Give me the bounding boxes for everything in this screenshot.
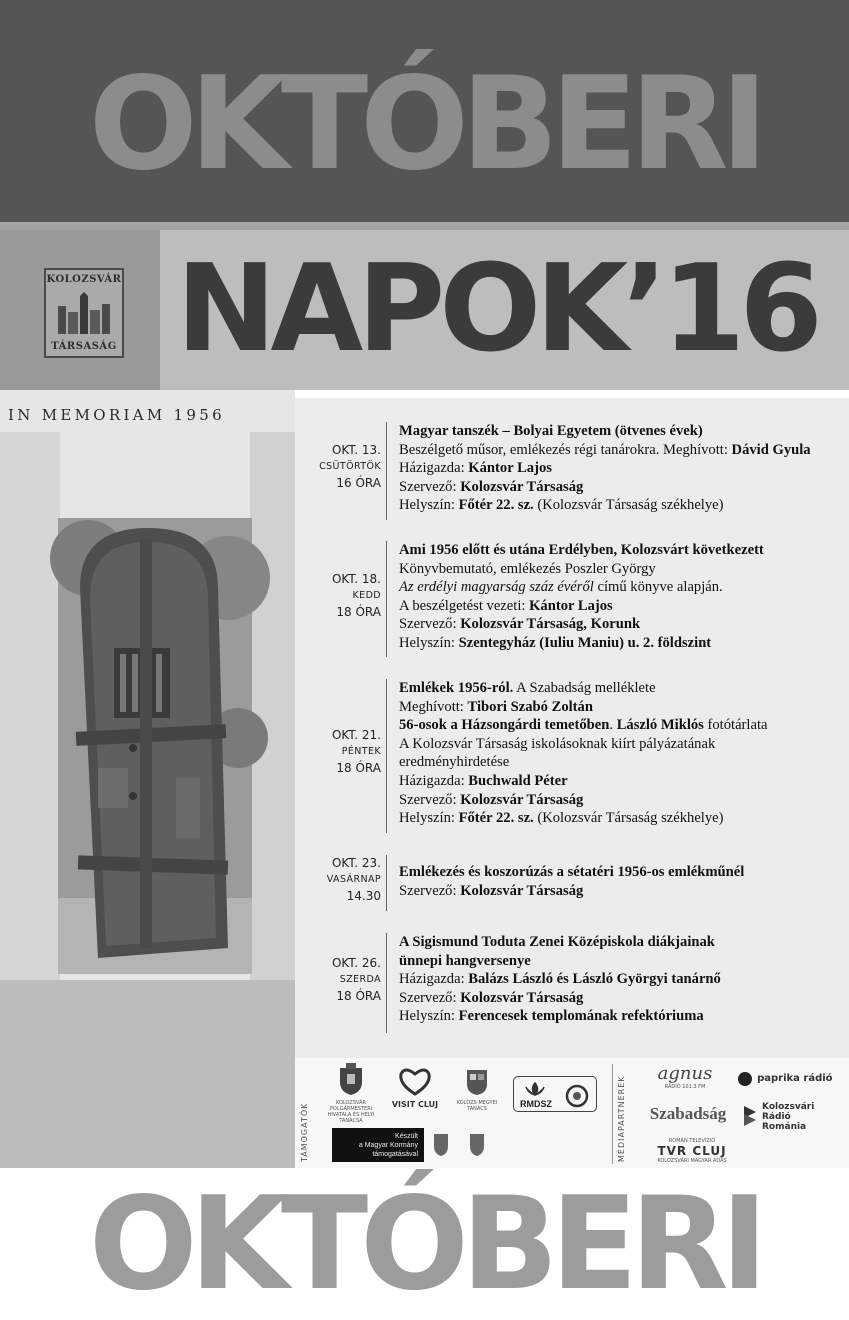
event-okt-18: [295, 541, 849, 659]
county-council-name: KOLOZS MEGYEI TANÁCS: [456, 1100, 498, 1112]
venue-name: Főtér 22. sz.: [458, 497, 534, 514]
event-divider: [386, 541, 387, 657]
rmdsz-logo: [513, 1076, 597, 1112]
city-crest-icon: [338, 1062, 364, 1096]
city-hall-name: KOLOZSVÁR POLGÁRMESTERI HIVATALA ÉS HELYI TANÁCSA: [327, 1100, 375, 1124]
event-guest: [399, 698, 845, 717]
kolozsvar-tarsasag-logo: [44, 268, 124, 358]
organizer-label: Szervező:: [399, 616, 461, 633]
event-organizer: [399, 615, 845, 634]
event-date: OKT. 18.: [331, 572, 381, 586]
event-details: [399, 933, 845, 1026]
host-name: Balázs László és László Györgyi tanárnő: [468, 971, 721, 988]
exhibition-title: 56-osok a Házsongárdi temetőben: [399, 717, 610, 734]
event-divider: [386, 679, 387, 833]
venue-label: Helyszín:: [399, 634, 459, 651]
organizer-name: Kolozsvár Társaság: [460, 989, 584, 1006]
guest-label: Meghívott:: [399, 698, 468, 715]
venue-label: Helyszín:: [399, 1008, 459, 1025]
event-weekday: CSÜTÖRTÖK: [319, 461, 381, 472]
agnus-frequency: RÁDIÓ 101.3 FM: [664, 1084, 706, 1090]
paprika-name: paprika rádió: [757, 1073, 833, 1084]
event-title-bold: Emlékek 1956-ról.: [399, 680, 514, 696]
event-title-rest: A Szabadság melléklete: [513, 680, 656, 696]
kolozsvari-radio-name-3: Románia: [762, 1122, 807, 1132]
event-host: [399, 459, 845, 478]
event-time: 16 ÓRA: [336, 476, 381, 490]
venue-label: Helyszín:: [399, 497, 459, 514]
organizer-name: Kolozsvár Társaság, Korunk: [460, 616, 641, 633]
tvr-top-text: ROMÁN TELEVÍZIÓ: [668, 1138, 716, 1144]
organizer-name: Kolozsvár Társaság: [460, 882, 584, 899]
event-organizer: [399, 478, 845, 497]
event-moderator: [399, 597, 845, 616]
event-title: Ami 1956 előtt és utána Erdélyben, Kolozsvárt következett: [399, 542, 764, 558]
agnus-radio-logo: [650, 1064, 720, 1090]
memorial-wall-left: [0, 432, 60, 992]
exhibition-separator: .: [609, 717, 617, 734]
sponsor-divider: [612, 1064, 613, 1164]
event-venue: [399, 634, 845, 653]
ministry-crests-icon: [430, 1132, 490, 1158]
event-description: Könyvbemutató, emlékezés Poszler György: [399, 560, 656, 577]
footer-title-ghost: OKTÓBERI: [88, 1170, 761, 1319]
event-weekday: KEDD: [352, 590, 381, 601]
host-label: Házigazda:: [399, 971, 469, 988]
in-memoriam-inscription: IN MEMORIAM 1956: [8, 406, 225, 424]
tulip-icon: [522, 1081, 548, 1097]
kormany-line1: Készült: [395, 1133, 418, 1140]
heart-icon: [397, 1066, 433, 1096]
event-okt-23: [295, 855, 849, 913]
kolozsvari-radio-name-1: Kolozsvári: [762, 1102, 815, 1112]
tvr-bottom-text: KOLOZSVÁRI MAGYAR ADÁS: [657, 1158, 727, 1164]
venue-note: (Kolozsvár Társaság székhelye): [533, 810, 724, 827]
event-date: OKT. 21.: [331, 728, 381, 742]
event-venue: [399, 1007, 845, 1026]
organizer-label: Szervező:: [399, 478, 461, 495]
event-contest-line2: eredményhirdetése: [399, 754, 510, 771]
event-host: [399, 772, 845, 791]
event-time: 14.30: [346, 889, 381, 903]
event-date-block: [295, 727, 381, 777]
exhibition-rest: fotótárlata: [703, 717, 768, 734]
event-details: [399, 422, 845, 515]
event-exhibition: [399, 716, 845, 735]
organizer-name: Kolozsvár Társaság: [460, 478, 584, 495]
event-date-block: [295, 442, 381, 492]
moderator-name: Kántor Lajos: [529, 597, 613, 614]
event-weekday: PÉNTEK: [341, 746, 381, 757]
memorial-sculpture-photo: [58, 518, 252, 974]
event-date-block: [295, 955, 381, 1005]
venue-name: Ferencesek templomának refektóriuma: [458, 1008, 704, 1025]
host-label: Házigazda:: [399, 772, 469, 789]
venue-label: Helyszín:: [399, 810, 459, 827]
szabadsag-logo: [648, 1104, 728, 1124]
visit-cluj-logo: [385, 1066, 445, 1109]
host-name: Kántor Lajos: [468, 460, 552, 477]
event-time: 18 ÓRA: [336, 989, 381, 1003]
event-title-line1: A Sigismund Toduta Zenei Középiskola diákjainak: [399, 934, 715, 950]
radio-waves-icon: [742, 1104, 758, 1126]
logo-bottom-text: TÁRSASÁG: [51, 341, 117, 352]
event-date-block: [295, 571, 381, 621]
paprika-radio-logo: [738, 1068, 838, 1087]
event-weekday: SZERDA: [339, 974, 381, 985]
event-divider: [386, 855, 387, 911]
event-venue: [399, 809, 845, 828]
guest-name: Tibori Szabó Zoltán: [467, 698, 593, 715]
logo-top-text: KOLOZSVÁR: [46, 274, 122, 285]
event-details: [399, 679, 845, 828]
visit-cluj-name: VISIT CLUJ: [391, 1100, 439, 1109]
city-skyline-icon: [56, 292, 112, 336]
host-name: Buchwald Péter: [468, 772, 568, 789]
event-okt-21: [295, 679, 849, 835]
event-description: [399, 441, 845, 460]
supporters-label: TÁMOGATÓK: [300, 1102, 309, 1162]
poster-title-line1: OKTÓBERI: [88, 50, 761, 199]
book-title: Az erdélyi magyarság száz évéről: [399, 579, 594, 596]
event-contest-line1: A Kolozsvár Társaság iskolásoknak kiírt pályázatának: [399, 735, 716, 752]
szabadsag-name: Szabadság: [649, 1104, 727, 1123]
event-time: 18 ÓRA: [336, 605, 381, 619]
organizer-label: Szervező:: [399, 791, 461, 808]
event-time: 18 ÓRA: [336, 761, 381, 775]
event-title-line2: ünnepi hangversenye: [399, 952, 531, 969]
header-divider: [0, 222, 849, 230]
book-line-rest: című könyve alapján.: [593, 579, 723, 596]
event-organizer: [399, 989, 845, 1008]
kormany-line2: a Magyar Kormány: [358, 1142, 418, 1149]
event-date: OKT. 26.: [331, 956, 381, 970]
event-details: [399, 863, 845, 900]
tvr-name: TVR CLUJ: [657, 1144, 727, 1158]
organizer-name: Kolozsvár Társaság: [460, 791, 584, 808]
event-organizer: [399, 882, 845, 901]
event-guest-name: Dávid Gyula: [731, 441, 811, 458]
event-date-block: [295, 855, 381, 905]
paprika-icon: [738, 1072, 752, 1086]
event-venue: [399, 496, 845, 515]
exhibition-author: László Miklós: [616, 717, 704, 734]
event-weekday: VASÁRNAP: [326, 874, 381, 885]
footer-band: [0, 1168, 849, 1319]
event-date: OKT. 23.: [331, 856, 381, 870]
memorial-ground: [0, 980, 295, 1200]
kormany-line3: támogatásával: [372, 1151, 418, 1158]
event-title: Emlékezés és koszorúzás a sétatéri 1956-os emlékműnél: [399, 864, 745, 880]
kolozsvari-radio-name-2: Rádió: [762, 1112, 791, 1122]
event-title: Magyar tanszék – Bolyai Egyetem (ötvenes évek): [399, 423, 703, 439]
county-crest-icon: [466, 1068, 488, 1096]
city-hall-logo: [326, 1062, 376, 1124]
organizer-label: Szervező:: [399, 882, 461, 899]
event-organizer: [399, 791, 845, 810]
poster-title-line2: NAPOK’16: [176, 240, 817, 379]
organizer-label: Szervező:: [399, 989, 461, 1006]
agnus-name: agnus: [657, 1063, 713, 1084]
event-title: [399, 679, 845, 698]
rmdsz-name: RMDSZ: [520, 1099, 552, 1109]
moderator-label: A beszélgetést vezeti:: [399, 597, 530, 614]
event-date: OKT. 13.: [331, 443, 381, 457]
venue-note: (Kolozsvár Társaság székhelye): [533, 497, 724, 514]
event-okt-13: [295, 422, 849, 522]
event-divider: [386, 933, 387, 1033]
memorial-wall-right: [250, 432, 295, 992]
venue-name: Főtér 22. sz.: [458, 810, 534, 827]
event-book-line: [399, 578, 845, 597]
event-host: [399, 970, 845, 989]
county-council-logo: [454, 1068, 500, 1112]
hungarian-government-badge: [332, 1128, 424, 1162]
event-okt-26: [295, 933, 849, 1033]
tvr-cluj-logo: [652, 1138, 732, 1164]
venue-name: Szentegyház (Iuliu Maniu) u. 2. földszint: [458, 634, 712, 651]
event-description-text: Beszélgető műsor, emlékezés régi tanárokra. Meghívott:: [399, 441, 732, 458]
host-label: Házigazda:: [399, 460, 469, 477]
media-partners-label: MÉDIAPARTNEREK: [617, 1075, 626, 1162]
communitas-icon: [564, 1083, 590, 1109]
event-divider: [386, 422, 387, 520]
event-details: [399, 541, 845, 653]
